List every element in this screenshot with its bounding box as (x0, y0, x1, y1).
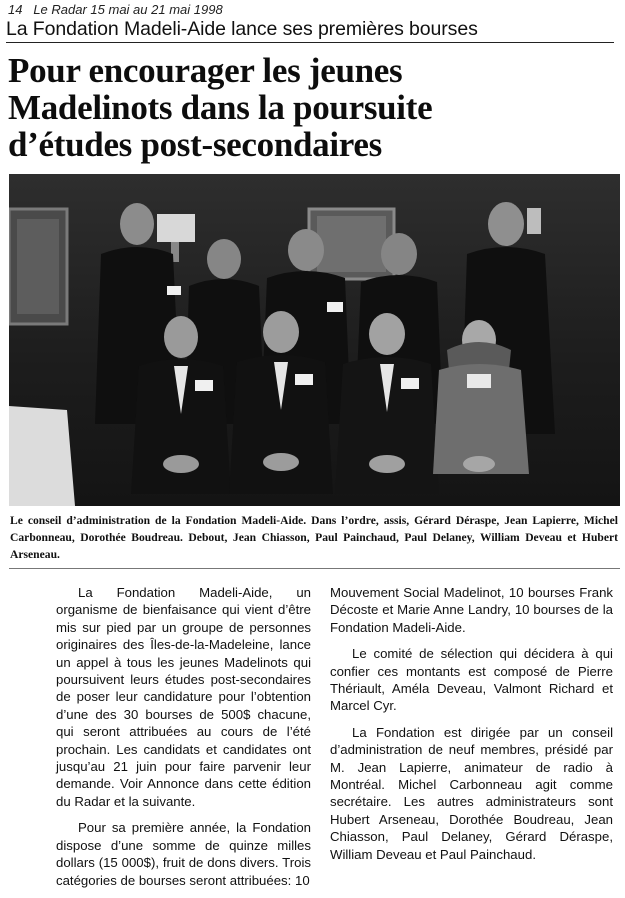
headline-line-3: d’études post-secondaires (8, 125, 382, 164)
group-photo (9, 174, 620, 506)
group-photo-illustration (9, 174, 620, 506)
article-headline (8, 52, 608, 163)
article-paragraph: Mouvement Social Madelinot, 10 bourses Frank Décoste et Marie Anne Landry, 10 bourses de la Fondation Madeli-Aide. (330, 585, 613, 635)
article-column-1 (56, 584, 311, 898)
article-column-2 (330, 584, 613, 872)
page-folio (8, 2, 223, 17)
headline-line-1: Pour encourager les jeunes (8, 51, 403, 90)
divider-line (9, 568, 620, 569)
page-number: 14 (8, 2, 23, 17)
article-paragraph: La Fondation est dirigée par un conseil d’administration de neuf membres, présidé par M. Jean Lapierre, animateur de radio à Montréal. Michel Carbonneau agit comme secrétaire. Les autres administrateurs sont Hubert Arseneau, Dorothée Boudreau, Jean Chiasson, Paul Delaney, Gérard Déraspe, William Deveau et Paul Painchaud. (330, 724, 613, 862)
publication-name: Le Radar (33, 2, 87, 17)
article-kicker: La Fondation Madeli-Aide lance ses premières bourses (6, 17, 614, 43)
article-paragraph: La Fondation Madeli-Aide, un organisme de bienfaisance qui vient d’être mis sur pied par un groupe de personnes originaires des Îles-de-la-Madeleine, lance un appel à tous les jeunes Madelinots qui poursuivent leurs études post-secondaires de poser leur candidature pour l’obtention d’une des 30 bourses de 500$ chacune, qui seront attribuées au cours de l’été prochain. Les candidats et candidates ont jusqu’au 21 juin pour faire parvenir leur demande. Voir Annonce dans cette édition du Radar et la suivante. (56, 585, 311, 809)
headline-line-2: Madelinots dans la poursuite (8, 88, 433, 127)
photo-caption: Le conseil d’administration de la Fondation Madeli-Aide. Dans l’ordre, assis, Gérard Déraspe, Jean Lapierre, Michel Carbonneau, Dorothée Boudreau. Debout, Jean Chiasson, Paul Painchaud, Paul Delaney, William Deveau et Hubert Arseneau. (10, 514, 618, 561)
issue-dates: 15 mai au 21 mai 1998 (90, 2, 223, 17)
article-paragraph: Le comité de sélection qui décidera à qui confier ces montants est composé de Pierre Thériault, Améla Deveau, Valmont Richard et Marcel Cyr. (330, 646, 613, 714)
article-paragraph: Pour sa première année, la Fondation dispose d’une somme de quinze milles dollars (15 000$), fruit de dons divers. Trois catégories de bourses seront attribuées: 10 (56, 820, 311, 888)
